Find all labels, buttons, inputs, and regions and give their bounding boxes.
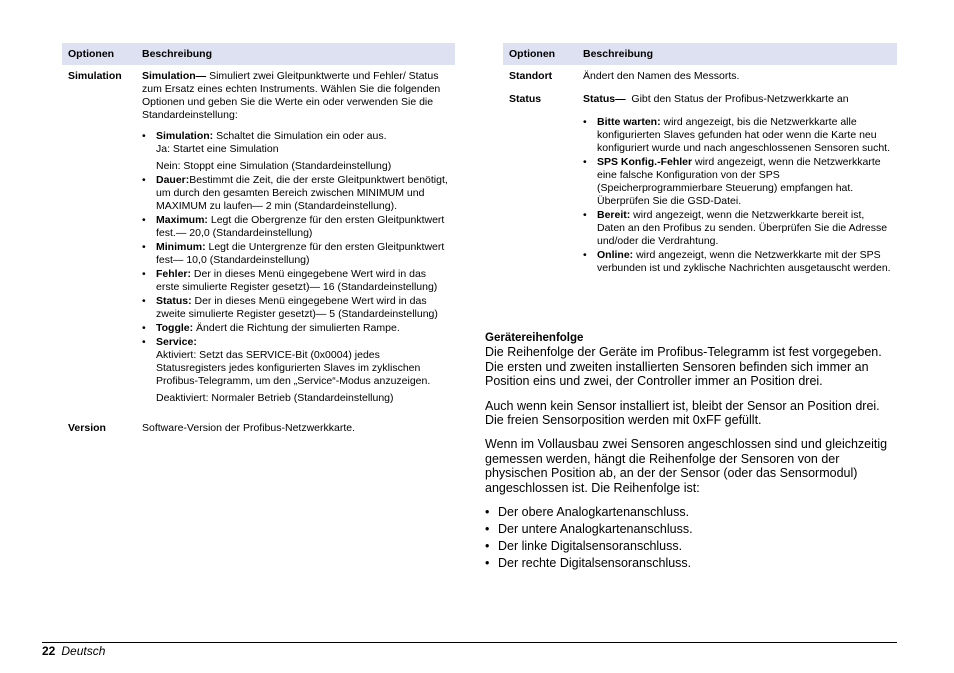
item-bold: Online: xyxy=(597,249,634,261)
item-bold: SPS Konfig.-Fehler xyxy=(597,156,693,168)
list-item: • Der rechte Digitalsensoranschluss. xyxy=(498,556,900,570)
table-header-row xyxy=(503,43,897,65)
item-bold: Simulation: xyxy=(156,130,214,142)
left-table xyxy=(62,43,455,435)
simulation-options-list xyxy=(142,130,449,405)
item-text: Der in dieses Menü eingegebene Wert wird in das zweite simulierte Register gesetzt)— 5 (Standardeinstellung) xyxy=(156,295,438,320)
list-item: • Der obere Analogkartenanschluss. xyxy=(498,505,900,519)
option-status: Status xyxy=(509,93,542,105)
list-item xyxy=(156,214,449,240)
description-status xyxy=(577,83,897,276)
item-text: Ändert die Richtung der simulierten Rampe. xyxy=(193,322,400,334)
item-text: Legt die Untergrenze für den ersten Gleitpunktwert fest— 10,0 (Standardeinstellung) xyxy=(156,241,445,266)
options-table-right xyxy=(503,43,897,276)
item-bold: Dauer: xyxy=(156,174,190,186)
options-table-left xyxy=(62,43,455,435)
list-item xyxy=(597,249,891,275)
description-version: Software-Version der Profibus-Netzwerkkarte. xyxy=(142,422,355,434)
option-standort: Standort xyxy=(509,70,553,82)
section-paragraph: Wenn im Vollausbau zwei Sensoren angeschlossen sind und gleichzeitig gemessen werden, hängt die Reihenfolge der Sensoren von der physischen Position ab, an der der Sensor (oder das Sensormodul) angeschlossen ist. Die Reihenfolge ist: xyxy=(485,437,888,495)
item-text: Bestimmt die Zeit, die der erste Gleitpunktwert benötigt, um durch den gesamten Bereich zwischen MINIMUM und MAXIMUM zu laufen— 2 min (Standardeinstellung). xyxy=(156,174,448,212)
list-item xyxy=(156,241,449,267)
list-item xyxy=(597,209,891,248)
item-bold: Service: xyxy=(156,336,197,348)
status-lead-bold: Status— xyxy=(583,93,626,105)
list-item xyxy=(156,295,449,321)
item-sub: Ja: Startet eine Simulation xyxy=(156,143,279,155)
item-bold: Bereit: xyxy=(597,209,631,221)
list-item xyxy=(156,268,449,294)
item-bold: Status: xyxy=(156,295,192,307)
list-item xyxy=(156,322,449,335)
header-beschreibung: Beschreibung xyxy=(136,43,455,65)
section-heading: Gerätereihenfolge xyxy=(485,332,584,344)
item-bold: Fehler: xyxy=(156,268,192,280)
list-item xyxy=(156,174,449,213)
item-text: wird angezeigt, wenn die Netzwerkkarte mit der SPS verbunden ist und zyklische Nachrichten ausgetauscht werden. xyxy=(597,249,891,274)
right-table xyxy=(503,43,897,276)
description-standort: Ändert den Namen des Messorts. xyxy=(583,70,740,82)
section-paragraph: Die Reihenfolge der Geräte im Profibus-Telegramm ist fest vorgegeben. Die ersten und zweiten installierten Sensoren befinden sich immer an Position eins und zwei, der Controller immer an Position drei. xyxy=(485,345,882,389)
item-text: Legt die Obergrenze für den ersten Gleitpunktwert fest.— 20,0 (Standardeinstellung) xyxy=(156,214,445,239)
order-list xyxy=(485,505,900,570)
list-item xyxy=(597,156,891,208)
list-item xyxy=(156,130,449,173)
section-geraetereihenfolge xyxy=(485,331,900,573)
item-sub: Deaktiviert: Normaler Betrieb (Standardeinstellung) xyxy=(156,392,394,404)
list-item: • Der untere Analogkartenanschluss. xyxy=(498,522,900,536)
simulation-lead-bold: Simulation— xyxy=(142,70,207,82)
item-text: wird angezeigt, wenn die Netzwerkkarte eine falsche Konfiguration von der SPS (Speicherprogrammierbare Steuerung) empfangen hat. Überprüfen Sie die GSD-Datei. xyxy=(597,156,881,207)
header-optionen: Optionen xyxy=(503,43,577,65)
footer-divider xyxy=(42,642,897,643)
footer-language: Deutsch xyxy=(61,644,106,658)
simulation-lead-text: Simuliert zwei Gleitpunktwerte und Fehler/ Status zum Ersatz eines echten Instruments. Wählen Sie die folgenden Optionen und geben Sie die Werte ein oder verwenden Sie die Standardeinstellung: xyxy=(142,70,441,121)
item-bold: Minimum: xyxy=(156,241,206,253)
item-text: Der in dieses Menü eingegebene Wert wird in das erste simulierte Register gesetzt)— 16 (Standardeinstellung) xyxy=(156,268,438,293)
table-header-row xyxy=(62,43,455,65)
list-item xyxy=(156,336,449,405)
table-row-status xyxy=(503,83,897,276)
item-sub: Nein: Stoppt eine Simulation (Standardeinstellung) xyxy=(156,160,392,172)
status-lead xyxy=(583,93,891,106)
item-text: wird angezeigt, wenn die Netzwerkkarte bereit ist, Daten an den Profibus zu senden. Überprüfen Sie die Adresse und/oder die Verdrahtung. xyxy=(597,209,888,247)
list-item xyxy=(597,116,891,155)
page-number: 22 xyxy=(42,644,56,658)
status-lead-text: Gibt den Status der Profibus-Netzwerkkarte an xyxy=(625,93,849,105)
table-row-standort xyxy=(503,65,897,83)
section-paragraph: Auch wenn kein Sensor installiert ist, bleibt der Sensor an Position drei. Die freien Sensorposition werden mit 0xFF gefüllt. xyxy=(485,398,880,428)
item-bold: Bitte warten: xyxy=(597,116,661,128)
table-row-simulation xyxy=(62,65,455,406)
description-simulation xyxy=(136,65,455,406)
table-row-version xyxy=(62,406,455,435)
option-simulation: Simulation xyxy=(68,70,122,82)
header-beschreibung: Beschreibung xyxy=(577,43,897,65)
item-bold: Maximum: xyxy=(156,214,208,226)
page-footer xyxy=(42,644,105,658)
simulation-lead xyxy=(142,70,449,122)
item-bold: Toggle: xyxy=(156,322,194,334)
item-sub: Aktiviert: Setzt das SERVICE-Bit (0x0004) jedes Statusregisters jedes konfigurierten Slaves im zyklischen Profibus-Telegramm, um den „Service“-Modus anzuzeigen. xyxy=(156,349,431,387)
item-text: Schaltet die Simulation ein oder aus. xyxy=(213,130,387,142)
item-text: wird angezeigt, bis die Netzwerkkarte alle konfigurierten Slaves gefunden hat oder wenn die Karte neu konfiguriert wurde und nach angeschlossenen Sensoren sucht. xyxy=(597,116,891,154)
status-list xyxy=(583,116,891,275)
header-optionen: Optionen xyxy=(62,43,136,65)
list-item: • Der linke Digitalsensoranschluss. xyxy=(498,539,900,553)
option-version: Version xyxy=(68,422,106,434)
